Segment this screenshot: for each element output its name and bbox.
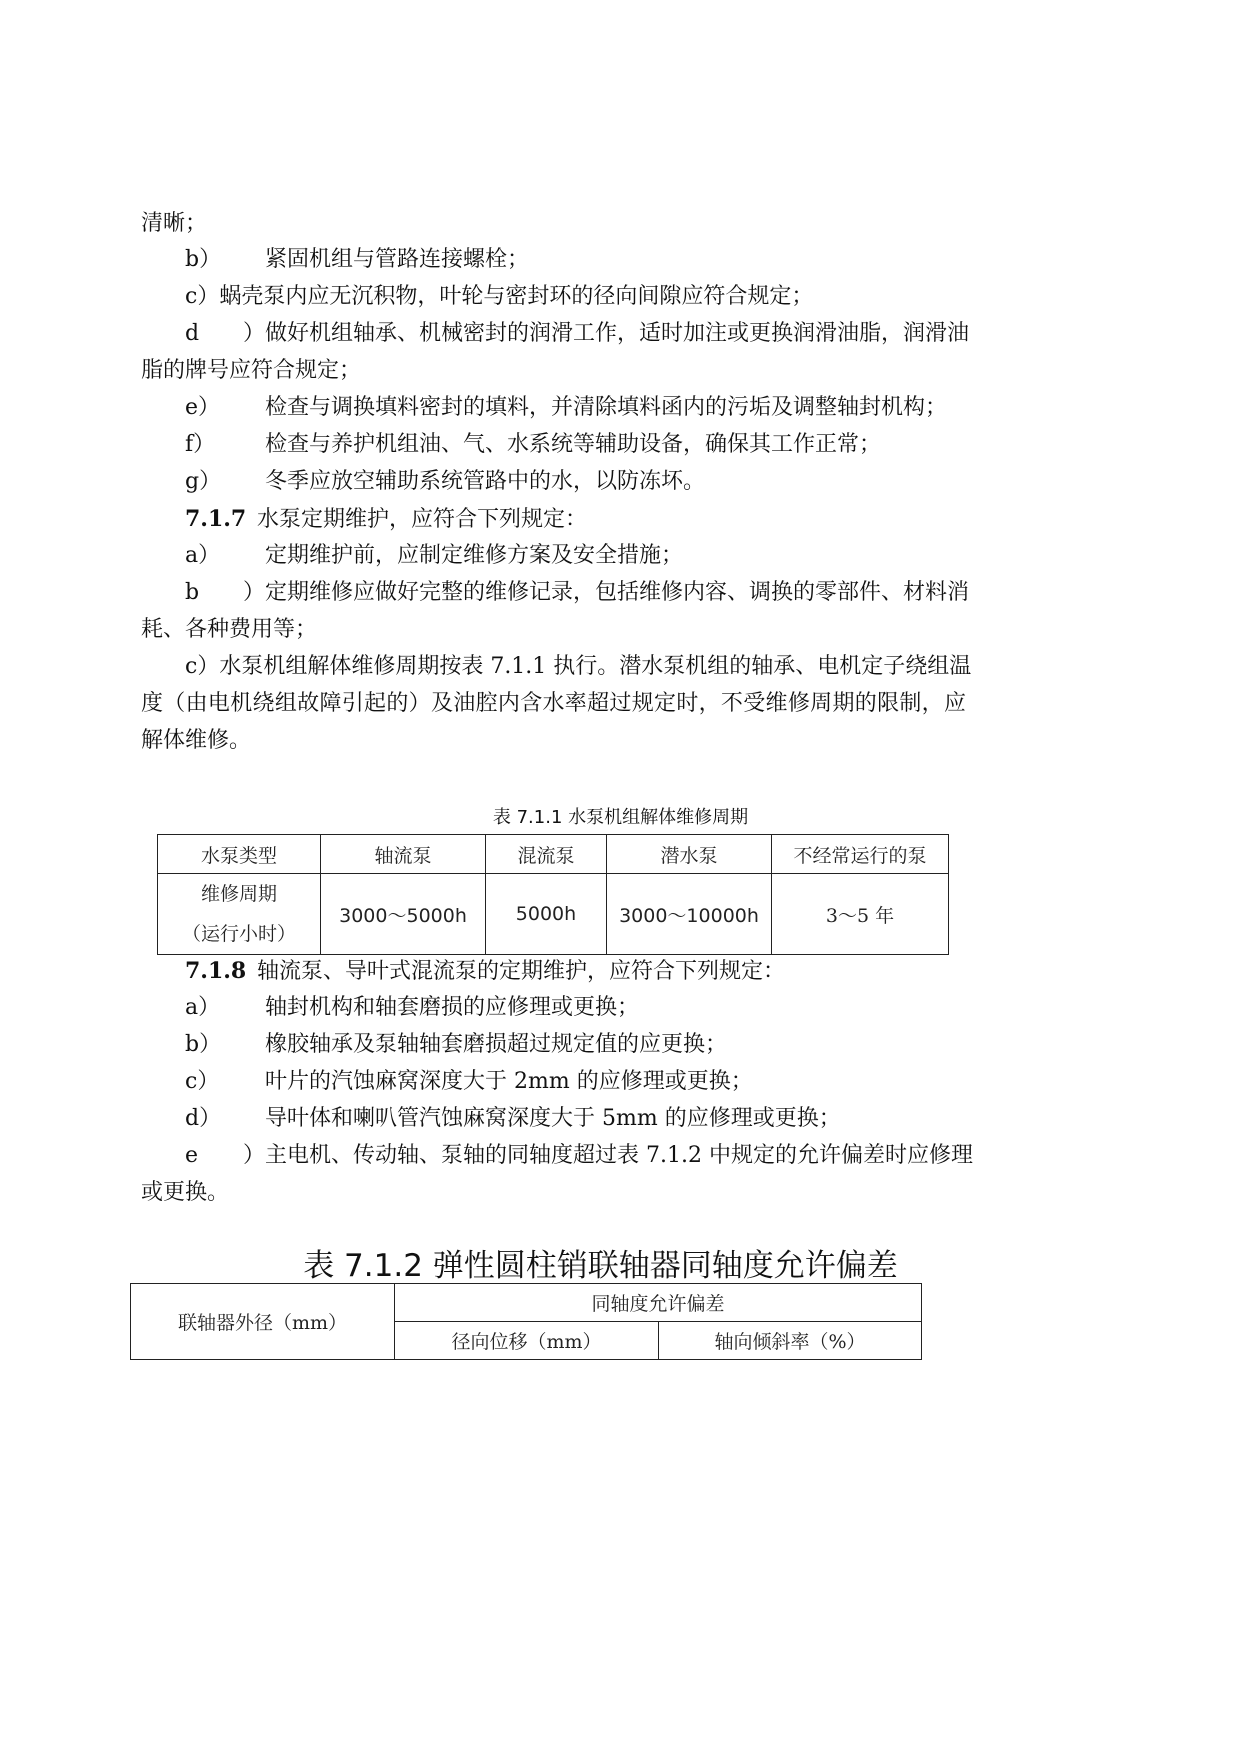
text-line: 耗、各种费用等； (141, 617, 318, 642)
list-marker: c） (185, 1069, 220, 1094)
maintenance-cycle-table (157, 834, 949, 955)
header-cell: 水泵类型 (158, 835, 321, 874)
list-marker: e） (185, 1143, 265, 1168)
table-caption: 表 7.1.1 水泵机组解体维修周期 (492, 807, 749, 828)
section-7-1-8: 7.1.8 轴流泵、导叶式混流泵的定期维护，应符合下列规定： (185, 958, 786, 984)
section-number: 7.1.7 (185, 506, 247, 532)
table-cell: 3000～5000h (321, 874, 486, 955)
header-cell: 潜水泵 (607, 835, 772, 874)
header-cell: 不经常运行的泵 (772, 835, 949, 874)
list-marker: d） (185, 321, 265, 346)
text-line: 或更换。 (141, 1180, 230, 1205)
section-number: 7.1.8 (185, 958, 247, 984)
list-item-c: c）蜗壳泵内应无沉积物，叶轮与密封环的径向间隙应符合规定； (185, 284, 814, 309)
list-marker: b） (185, 580, 265, 605)
list-item-b: b） 橡胶轴承及泵轴轴套磨损超过规定值的应更换； (185, 1032, 728, 1057)
list-marker: a） (185, 995, 221, 1020)
list-item-b: b） 紧固机组与管路连接螺栓； (185, 247, 530, 272)
list-marker: f） (185, 432, 216, 457)
list-item-b: b）定期维修应做好完整的维修记录，包括维修内容、调换的零部件、材料消 (185, 580, 970, 605)
list-marker: b） (185, 1032, 222, 1057)
text-line: 解体维修。 (141, 728, 252, 753)
table-row (158, 874, 949, 955)
text-line: 度（由电机绕组故障引起的）及油腔内含水率超过规定时，不受维修周期的限制，应 (141, 691, 966, 716)
header-cell: 径向位移（mm） (395, 1322, 659, 1360)
list-item-a: a） 定期维护前，应制定维修方案及安全措施； (185, 543, 684, 568)
list-marker: e） (185, 395, 221, 420)
table-header-row (158, 835, 949, 874)
coaxiality-tolerance-table (130, 1283, 922, 1360)
list-item-a: a） 轴封机构和轴套磨损的应修理或更换； (185, 995, 640, 1020)
list-marker: d） (185, 1106, 222, 1131)
list-marker: b） (185, 247, 222, 272)
list-item-f: f） 检查与养护机组油、气、水系统等辅助设备，确保其工作正常； (185, 432, 882, 457)
list-item-e: e） 检查与调换填料密封的填料，并清除填料函内的污垢及调整轴封机构； (185, 395, 948, 420)
header-cell: 混流泵 (486, 835, 607, 874)
header-cell: 轴向倾斜率（%） (659, 1322, 922, 1360)
header-group-cell: 同轴度允许偏差 (395, 1284, 922, 1322)
table-cell: 3000～10000h (607, 874, 772, 955)
list-item-d: d） 导叶体和喇叭管汽蚀麻窝深度大于 5mm 的应修理或更换； (185, 1106, 841, 1131)
table-cell: 5000h (486, 874, 607, 955)
list-item-e: e）主电机、传动轴、泵轴的同轴度超过表 7.1.2 中规定的允许偏差时应修理 (185, 1143, 973, 1168)
table-header-row (131, 1284, 922, 1322)
row-label-cell: 维修周期 （运行小时） (158, 874, 321, 955)
list-item-g: g） 冬季应放空辅助系统管路中的水，以防冻坏。 (185, 469, 706, 494)
list-marker: g） (185, 469, 222, 494)
table-caption: 表 7.1.2 弹性圆柱销联轴器同轴度允许偏差 (303, 1248, 898, 1284)
list-marker: a） (185, 543, 221, 568)
header-cell: 轴流泵 (321, 835, 486, 874)
text-line: 清晰； (141, 211, 208, 236)
list-item-c: c）水泵机组解体维修周期按表 7.1.1 执行。潜水泵机组的轴承、电机定子绕组温 (185, 654, 972, 679)
list-item-d: d）做好机组轴承、机械密封的润滑工作，适时加注或更换润滑油脂，润滑油 (185, 321, 970, 346)
table-cell: 3～5 年 (772, 874, 949, 955)
section-7-1-7: 7.1.7 水泵定期维护，应符合下列规定： (185, 506, 588, 532)
list-item-c: c） 叶片的汽蚀麻窝深度大于 2mm 的应修理或更换； (185, 1069, 753, 1094)
text-line: 脂的牌号应符合规定； (141, 358, 362, 383)
header-cell: 联轴器外径（mm） (131, 1284, 395, 1360)
